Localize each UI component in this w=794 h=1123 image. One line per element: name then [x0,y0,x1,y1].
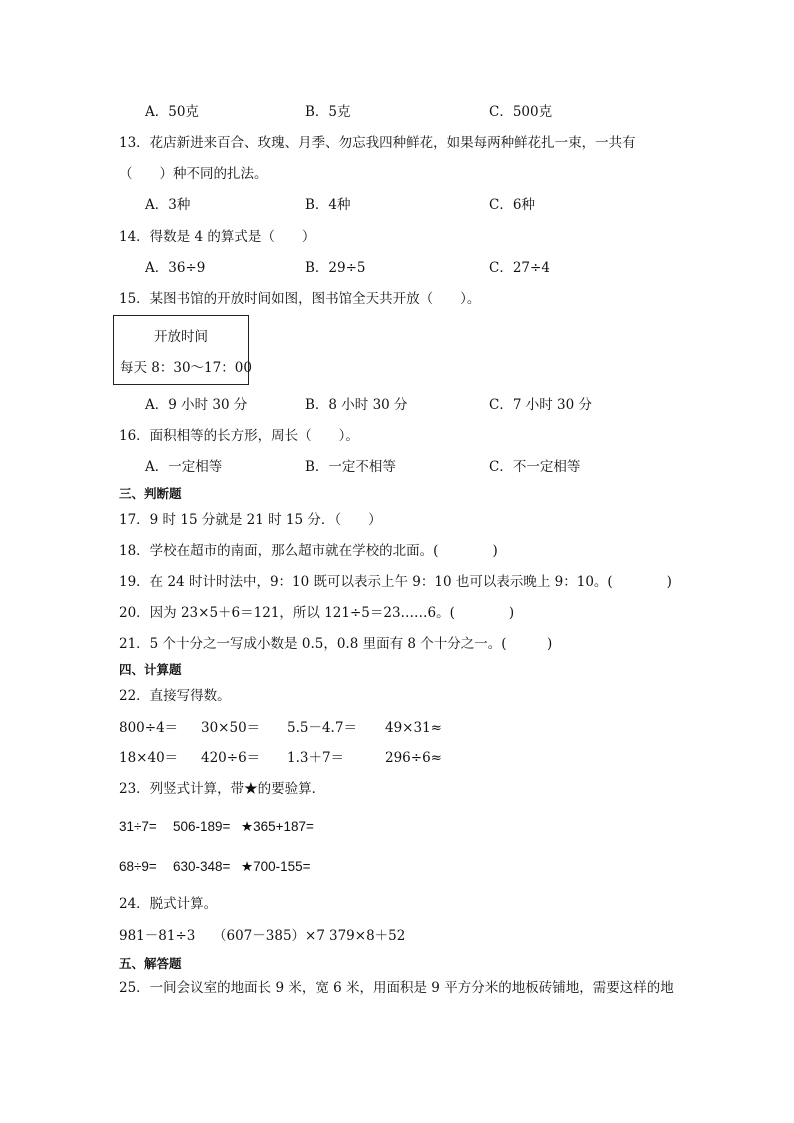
q22-item: 1.3＋7＝ [287,750,345,766]
q16-option-a: A．一定相等 [145,459,223,475]
q22-item: 30×50＝ [201,720,261,736]
q22-item: 420÷6＝ [201,750,261,766]
judge-item-18: 18．学校在超市的南面，那么超市就在学校的北面。( ) [119,543,498,559]
q15-option-a: A．9 小时 30 分 [145,397,248,413]
q22-item: 18×40＝ [119,750,179,766]
q23-item: 630-348= [173,859,231,874]
q15-text: 15．某图书馆的开放时间如图，图书馆全天共开放（ ）。 [119,291,481,307]
opening-hours-box [113,315,252,385]
q23-item: ★365+187= [241,819,314,834]
judge-item-17: 17．9 时 15 分就是 21 时 15 分．（ ） [119,512,382,528]
q25-text: 25．一间会议室的地面长 9 米，宽 6 米，用面积是 9 平方分米的地板砖铺地，需要这样的地 [119,980,674,996]
q24-item: 981－81÷3 [119,928,196,944]
opening-hours-title: 开放时间 [154,329,208,345]
q23-item: 68÷9= [119,859,157,874]
q14-option-c: C．27÷4 [489,260,550,276]
q24-item: 379×8＋52 [329,928,406,944]
q24-item: （607－385）×7 [213,928,325,944]
q13-option-a: A．3种 [145,197,191,213]
q15-option-b: B．8 小时 30 分 [305,397,408,413]
q16-text: 16．面积相等的长方形，周长（ ）。 [119,428,359,444]
q13-text-line1: 13．花店新进来百合、玫瑰、月季、勿忘我四种鲜花，如果每两种鲜花扎一束，一共有 [119,135,636,151]
judge-item-21: 21．5 个十分之一写成小数是 0.5，0.8 里面有 8 个十分之一。( ) [119,636,553,652]
judge-item-19: 19．在 24 时计时法中，9：10 既可以表示上午 9：10 也可以表示晚上 9：10。( ) [119,574,672,590]
judge-item-20: 20．因为 23×5＋6＝121，所以 121÷5＝23……6。( ) [119,605,515,621]
q22-text: 22．直接写得数。 [119,688,231,704]
q14-option-a: A．36÷9 [145,260,206,276]
q22-item: 5.5－4.7＝ [287,720,357,736]
q23-item: 506-189= [173,819,231,834]
q22-item: 49×31≈ [385,720,442,736]
q16-option-c: C．不一定相等 [489,459,581,475]
q15-option-c: C．7 小时 30 分 [489,397,592,413]
section-heading-judge: 三、判断题 [119,486,182,501]
q12-option-b: B．5克 [305,104,351,120]
section-heading-calc: 四、计算题 [119,662,182,677]
opening-hours-text: 每天 8：30～17：00 [120,360,252,376]
q23-text: 23．列竖式计算，带★的要验算． [119,781,326,797]
section-heading-solve: 五、解答题 [119,956,182,971]
q22-item: 296÷6≈ [385,750,442,766]
q14-text: 14．得数是 4 的算式是（ ） [119,229,316,245]
q14-option-b: B．29÷5 [305,260,366,276]
q24-text: 24．脱式计算。 [119,896,218,912]
q22-item: 800÷4＝ [119,720,179,736]
q16-option-b: B．一定不相等 [305,459,396,475]
q12-option-c: C．500克 [489,104,553,120]
q13-option-b: B．4种 [305,197,351,213]
q13-option-c: C．6种 [489,197,535,213]
q23-item: ★700-155= [241,859,311,874]
q12-option-a: A．50克 [145,104,199,120]
q23-item: 31÷7= [119,819,157,834]
q13-text-line2: （ ）种不同的扎法。 [119,166,268,182]
